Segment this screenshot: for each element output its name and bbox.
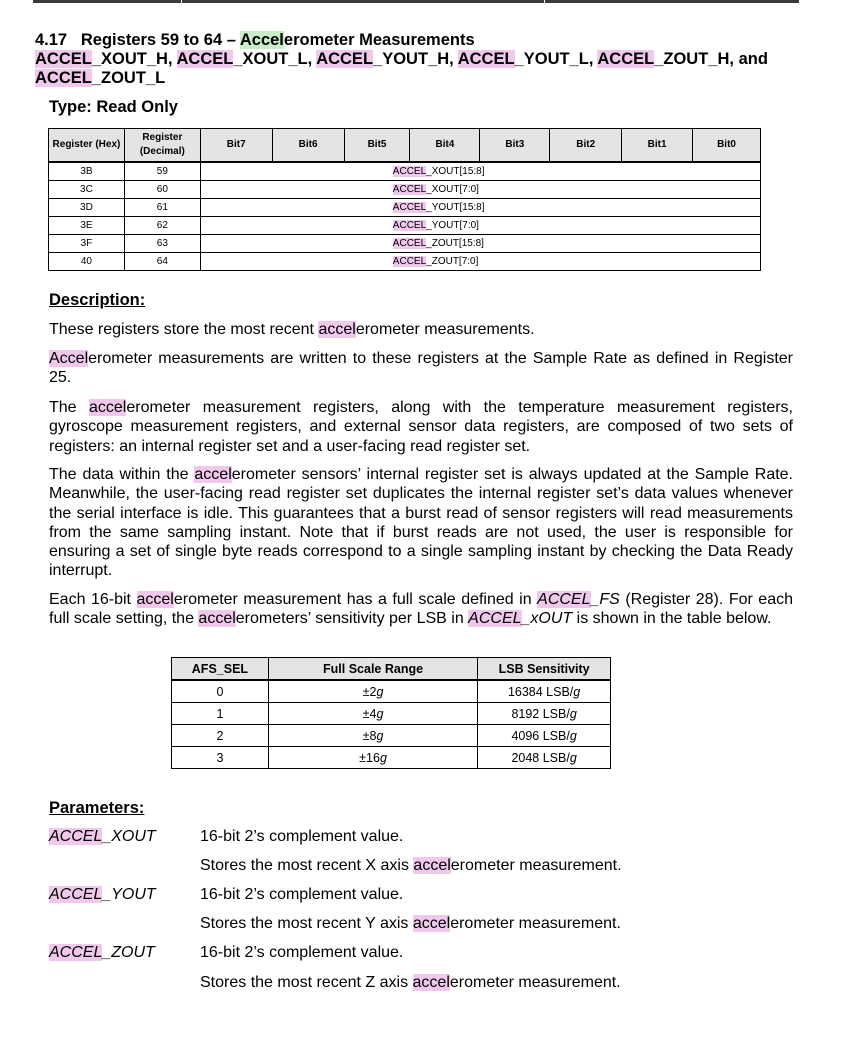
param-zout-line2 — [200, 974, 621, 992]
text: Stores the most recent X axis — [200, 857, 414, 874]
text: erometer measurement registers, along with the temperature measurement registers, gyroscope measurement registers, and external sensor data registers, are composed of two sets of registers: an internal register set and a user-facing read register set. — [49, 399, 793, 455]
field-name: _YOUT[7:0] — [426, 220, 479, 231]
table-row — [49, 253, 761, 271]
range-unit: g — [376, 706, 384, 721]
description-paragraph-1 — [49, 320, 793, 339]
field-name: _YOUT[15:8] — [426, 202, 485, 213]
field-hl: ACCEL — [392, 184, 427, 195]
col-header-reg-dec: Register (Decimal) — [124, 129, 200, 163]
range-unit: g — [376, 728, 384, 743]
text: is shown in the table below. — [572, 610, 772, 628]
range-unit: g — [379, 750, 387, 765]
param-yout-line2 — [200, 915, 621, 933]
field-hl: ACCEL — [392, 166, 427, 177]
lsb-number: 2048 LSB/ — [511, 750, 570, 765]
section-heading — [35, 31, 795, 88]
lsb-number: 8192 LSB/ — [511, 706, 570, 721]
col-header-afs-sel: AFS_SEL — [172, 658, 269, 681]
reg-dec: 62 — [124, 217, 200, 235]
reg-name: _ZOUT_L — [91, 69, 166, 87]
lsb-sensitivity-value — [478, 725, 611, 747]
field-name: _ZOUT[7:0] — [426, 256, 479, 267]
text-highlight: ACCEL — [468, 610, 522, 628]
section-title-highlight: Accel — [239, 31, 284, 49]
reg-dec: 64 — [124, 253, 200, 271]
full-scale-range-value — [268, 703, 477, 725]
text-highlight: accel — [136, 591, 174, 608]
text: These registers store the most recent — [49, 321, 319, 338]
description-paragraph-4 — [49, 465, 793, 581]
text: (Register 28). For each full scale setting, the — [49, 591, 794, 628]
table-row — [49, 162, 761, 181]
reg-name-hl: ACCEL — [35, 69, 92, 87]
lsb-sensitivity-value — [478, 747, 611, 769]
full-scale-range-value — [268, 725, 477, 747]
reg-hex: 3D — [49, 199, 125, 217]
field-name: _ZOUT[15:8] — [426, 238, 484, 249]
range-number: ±4 — [362, 706, 377, 721]
param-name-zout — [49, 944, 155, 962]
reg-field — [200, 181, 760, 199]
lsb-unit: g — [569, 728, 577, 743]
field-name: _XOUT[15:8] — [426, 166, 485, 177]
text-highlight: accel — [88, 399, 127, 416]
lsb-sensitivity-value — [478, 703, 611, 725]
text: Stores the most recent Y axis — [200, 915, 413, 932]
param-rest: _YOUT — [102, 886, 156, 903]
page-top-rule — [33, 0, 799, 3]
col-header-bit3: Bit3 — [480, 129, 550, 163]
full-scale-range-value — [268, 747, 477, 769]
full-scale-table — [171, 657, 611, 769]
param-xout-line2 — [200, 857, 622, 875]
afs-sel-value: 0 — [172, 680, 269, 703]
section-title-pre: Registers 59 to 64 – — [80, 31, 240, 49]
col-header-bit4: Bit4 — [410, 129, 480, 163]
text: erometer measurement. — [449, 974, 621, 991]
table-row — [49, 181, 761, 199]
reg-field — [200, 199, 760, 217]
col-header-bit2: Bit2 — [550, 129, 622, 163]
section-number: 4.17 — [35, 31, 68, 49]
param-xout-line1: 16-bit 2’s complement value. — [200, 828, 404, 845]
field-hl: ACCEL — [392, 256, 427, 267]
register-map-table — [48, 128, 761, 271]
reg-name: _XOUT_H, — [91, 50, 177, 68]
text-highlight: accel — [194, 466, 232, 483]
text: erometers’ sensitivity per LSB in — [235, 610, 469, 628]
param-hl: ACCEL — [49, 886, 103, 903]
field-hl: ACCEL — [392, 202, 427, 213]
description-paragraph-2 — [49, 349, 793, 388]
range-unit: g — [376, 684, 384, 699]
param-zout-line1: 16-bit 2’s complement value. — [200, 944, 404, 961]
section-title-post: erometer Measurements — [283, 31, 475, 49]
reg-name: _YOUT_H, — [373, 50, 458, 68]
table-row — [49, 199, 761, 217]
text: erometer measurement. — [450, 915, 621, 932]
table-row — [172, 680, 611, 703]
register-type-label: Type: Read Only — [49, 98, 178, 116]
table-row — [172, 747, 611, 769]
text: _xOUT — [521, 610, 573, 628]
lsb-number: 4096 LSB/ — [511, 728, 570, 743]
text-highlight: Accel — [49, 350, 89, 367]
table-row — [172, 725, 611, 747]
table-row — [49, 217, 761, 235]
lsb-unit: g — [573, 684, 581, 699]
reg-name: _YOUT_L, — [514, 50, 598, 68]
param-rest: _ZOUT — [102, 944, 155, 961]
reg-name-hl: ACCEL — [176, 50, 234, 68]
description-paragraph-3 — [49, 398, 793, 456]
full-scale-range-value — [268, 680, 477, 703]
reg-name: _ZOUT_H, and — [654, 50, 768, 68]
param-name-xout — [49, 828, 156, 846]
lsb-number: 16384 LSB/ — [507, 684, 574, 699]
afs-sel-value: 1 — [172, 703, 269, 725]
text-highlight: accel — [198, 610, 236, 628]
text: erometer measurement has a full scale defined in — [173, 591, 538, 608]
col-header-reg-hex: Register (Hex) — [49, 129, 125, 163]
reg-name-hl: ACCEL — [457, 50, 515, 68]
reg-hex: 3E — [49, 217, 125, 235]
text-highlight: accel — [412, 915, 451, 932]
param-yout-line1: 16-bit 2’s complement value. — [200, 886, 404, 903]
parameters-heading: Parameters: — [49, 799, 145, 817]
text: Each 16-bit — [49, 591, 137, 608]
reg-dec: 61 — [124, 199, 200, 217]
field-hl: ACCEL — [392, 238, 427, 249]
table-row — [49, 235, 761, 253]
field-name: _XOUT[7:0] — [426, 184, 479, 195]
reg-dec: 59 — [124, 162, 200, 181]
param-name-yout — [49, 886, 156, 904]
range-number: ±2 — [362, 684, 377, 699]
lsb-unit: g — [569, 750, 577, 765]
reg-field — [200, 253, 760, 271]
reg-dec: 63 — [124, 235, 200, 253]
col-header-bit5: Bit5 — [344, 129, 410, 163]
col-header-bit7: Bit7 — [200, 129, 272, 163]
description-paragraph-5 — [49, 590, 793, 629]
text-highlight: accel — [412, 974, 450, 991]
lsb-unit: g — [569, 706, 577, 721]
param-hl: ACCEL — [49, 944, 103, 961]
description-heading: Description: — [49, 291, 146, 309]
afs-sel-value: 3 — [172, 747, 269, 769]
reg-hex: 3B — [49, 162, 125, 181]
text-highlight: accel — [318, 321, 356, 338]
reg-name-hl: ACCEL — [316, 50, 374, 68]
text: The data within the — [49, 466, 195, 483]
field-hl: ACCEL — [392, 220, 427, 231]
reg-field — [200, 217, 760, 235]
col-header-bit0: Bit0 — [693, 129, 761, 163]
param-hl: ACCEL — [49, 828, 103, 845]
reg-field — [200, 162, 760, 181]
text: The — [49, 399, 89, 416]
text: Stores the most recent Z axis — [200, 974, 413, 991]
range-number: ±8 — [362, 728, 377, 743]
reg-field — [200, 235, 760, 253]
text-highlight: accel — [413, 857, 451, 874]
text: erometer measurement. — [450, 857, 622, 874]
reg-name-hl: ACCEL — [597, 50, 655, 68]
reg-hex: 3F — [49, 235, 125, 253]
col-header-bit6: Bit6 — [272, 129, 344, 163]
text: erometer measurements. — [355, 321, 535, 338]
afs-sel-value: 2 — [172, 725, 269, 747]
text: _FS — [590, 591, 620, 608]
range-number: ±16 — [359, 750, 380, 765]
reg-name: _XOUT_L, — [233, 50, 317, 68]
text: erometer sensors’ internal register set is always updated at the Sample Rate. Meanwhile, the user-facing read register set duplicates the internal register set’s data values whenever the serial interface is idle. This guarantees that a burst read of sensor registers will read measurements from the same sampling instant. Note that if burst reads are not used, the user is responsible for ensuring a set of single byte reads correspond to a single sampling instant by checking the Data Ready interrupt. — [49, 466, 794, 580]
table-row — [172, 703, 611, 725]
text-highlight: ACCEL — [537, 591, 591, 608]
text: erometer measurements are written to these registers at the Sample Rate as defined in Register 25. — [49, 350, 793, 387]
col-header-lsb-sensitivity: LSB Sensitivity — [478, 658, 611, 681]
col-header-full-scale-range: Full Scale Range — [268, 658, 477, 681]
reg-hex: 40 — [49, 253, 125, 271]
reg-dec: 60 — [124, 181, 200, 199]
param-rest: _XOUT — [102, 828, 156, 845]
reg-hex: 3C — [49, 181, 125, 199]
col-header-bit1: Bit1 — [622, 129, 693, 163]
lsb-sensitivity-value — [478, 680, 611, 703]
reg-name-hl: ACCEL — [35, 50, 92, 68]
